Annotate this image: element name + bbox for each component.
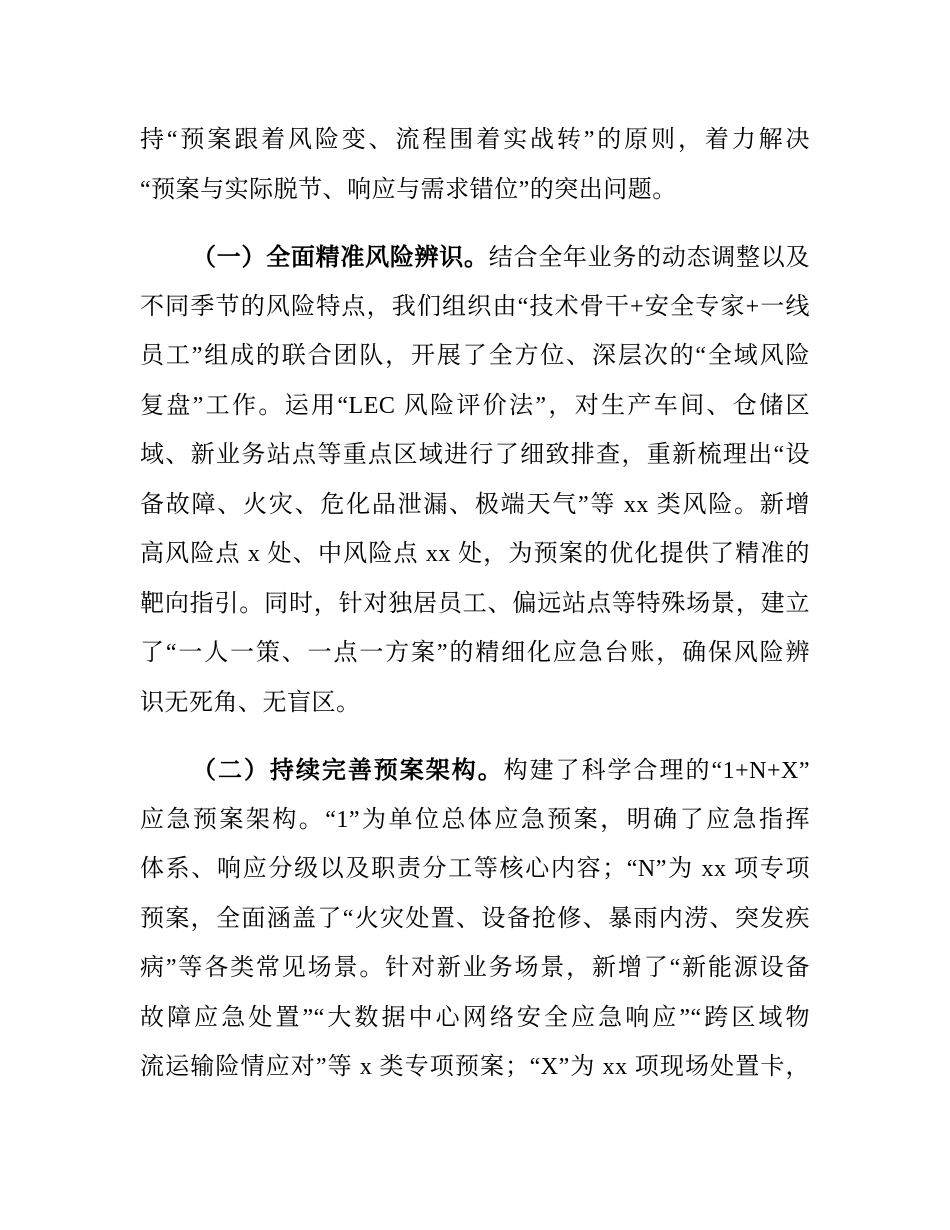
body-text-run: 识无死角、无盲区。 <box>140 689 361 716</box>
body-text-run: 预案，全面涵盖了“火灾处置、设备抢修、暴雨内涝、突发疾 <box>140 905 810 932</box>
text-line <box>140 233 810 283</box>
body-text-run: 复盘”工作。运用“LEC 风险评价法”，对生产车间、仓储区 <box>140 392 810 419</box>
text-line <box>140 431 810 481</box>
text-line <box>140 382 810 432</box>
body-text-run: 故障应急处置”“大数据中心网络安全应急响应”“跨区域物 <box>140 1004 810 1031</box>
body-text-run: 体系、响应分级以及职责分工等核心内容；“N”为 xx 项专项 <box>140 856 810 882</box>
body-text-run: 靶向指引。同时，针对独居员工、偏远站点等特殊场景，建立 <box>140 590 810 617</box>
text-line <box>140 629 810 679</box>
text-line <box>140 746 810 796</box>
text-line <box>140 332 810 382</box>
paragraph <box>140 233 810 728</box>
text-line <box>140 1043 810 1093</box>
body-text-run: 应急预案架构。“1”为单位总体应急预案，明确了应急指挥 <box>140 806 810 833</box>
text-line <box>140 481 810 531</box>
text-line <box>140 166 810 216</box>
text-line <box>140 530 810 580</box>
body-text-run: 病”等各类常见场景。针对新业务场景，新增了“新能源设备 <box>140 955 810 981</box>
body-text-run: 持“预案跟着风险变、流程围着实战转”的原则，着力解决 <box>140 127 810 153</box>
text-line <box>140 580 810 630</box>
text-line <box>140 944 810 994</box>
body-text-run: 了“一人一策、一点一方案”的精细化应急台账，确保风险辨 <box>140 640 810 666</box>
body-text-run: 高风险点 x 处、中风险点 xx 处，为预案的优化提供了精准的 <box>140 541 810 567</box>
text-line <box>140 796 810 846</box>
document-content <box>140 116 810 1093</box>
text-line <box>140 283 810 333</box>
section-heading-run: （二）持续完善预案架构。 <box>192 757 504 784</box>
body-text-run: 构建了科学合理的“1+N+X” <box>503 758 810 784</box>
body-text-run: 员工”组成的联合团队，开展了全方位、深层次的“全域风险 <box>140 343 810 369</box>
text-line <box>140 679 810 729</box>
body-text-run: “预案与实际脱节、响应与需求错位”的突出问题。 <box>140 176 677 203</box>
body-text-run: 域、新业务站点等重点区域进行了细致排查，重新梳理出“设 <box>140 442 810 468</box>
text-line <box>140 994 810 1044</box>
section-heading-run: （一）全面精准风险辨识。 <box>192 244 489 271</box>
body-text-run: 备故障、火灾、危化品泄漏、极端天气”等 xx 类风险。新增 <box>140 491 810 518</box>
text-line <box>140 845 810 895</box>
text-line <box>140 116 810 166</box>
paragraph <box>140 746 810 1093</box>
text-line <box>140 895 810 945</box>
body-text-run: 流运输险情应对”等 x 类专项预案；“X”为 xx 项现场处置卡， <box>140 1054 810 1080</box>
body-text-run: 结合全年业务的动态调整以及 <box>488 245 810 271</box>
body-text-run: 不同季节的风险特点，我们组织由“技术骨干+安全专家+一线 <box>140 293 810 320</box>
paragraph <box>140 116 810 215</box>
